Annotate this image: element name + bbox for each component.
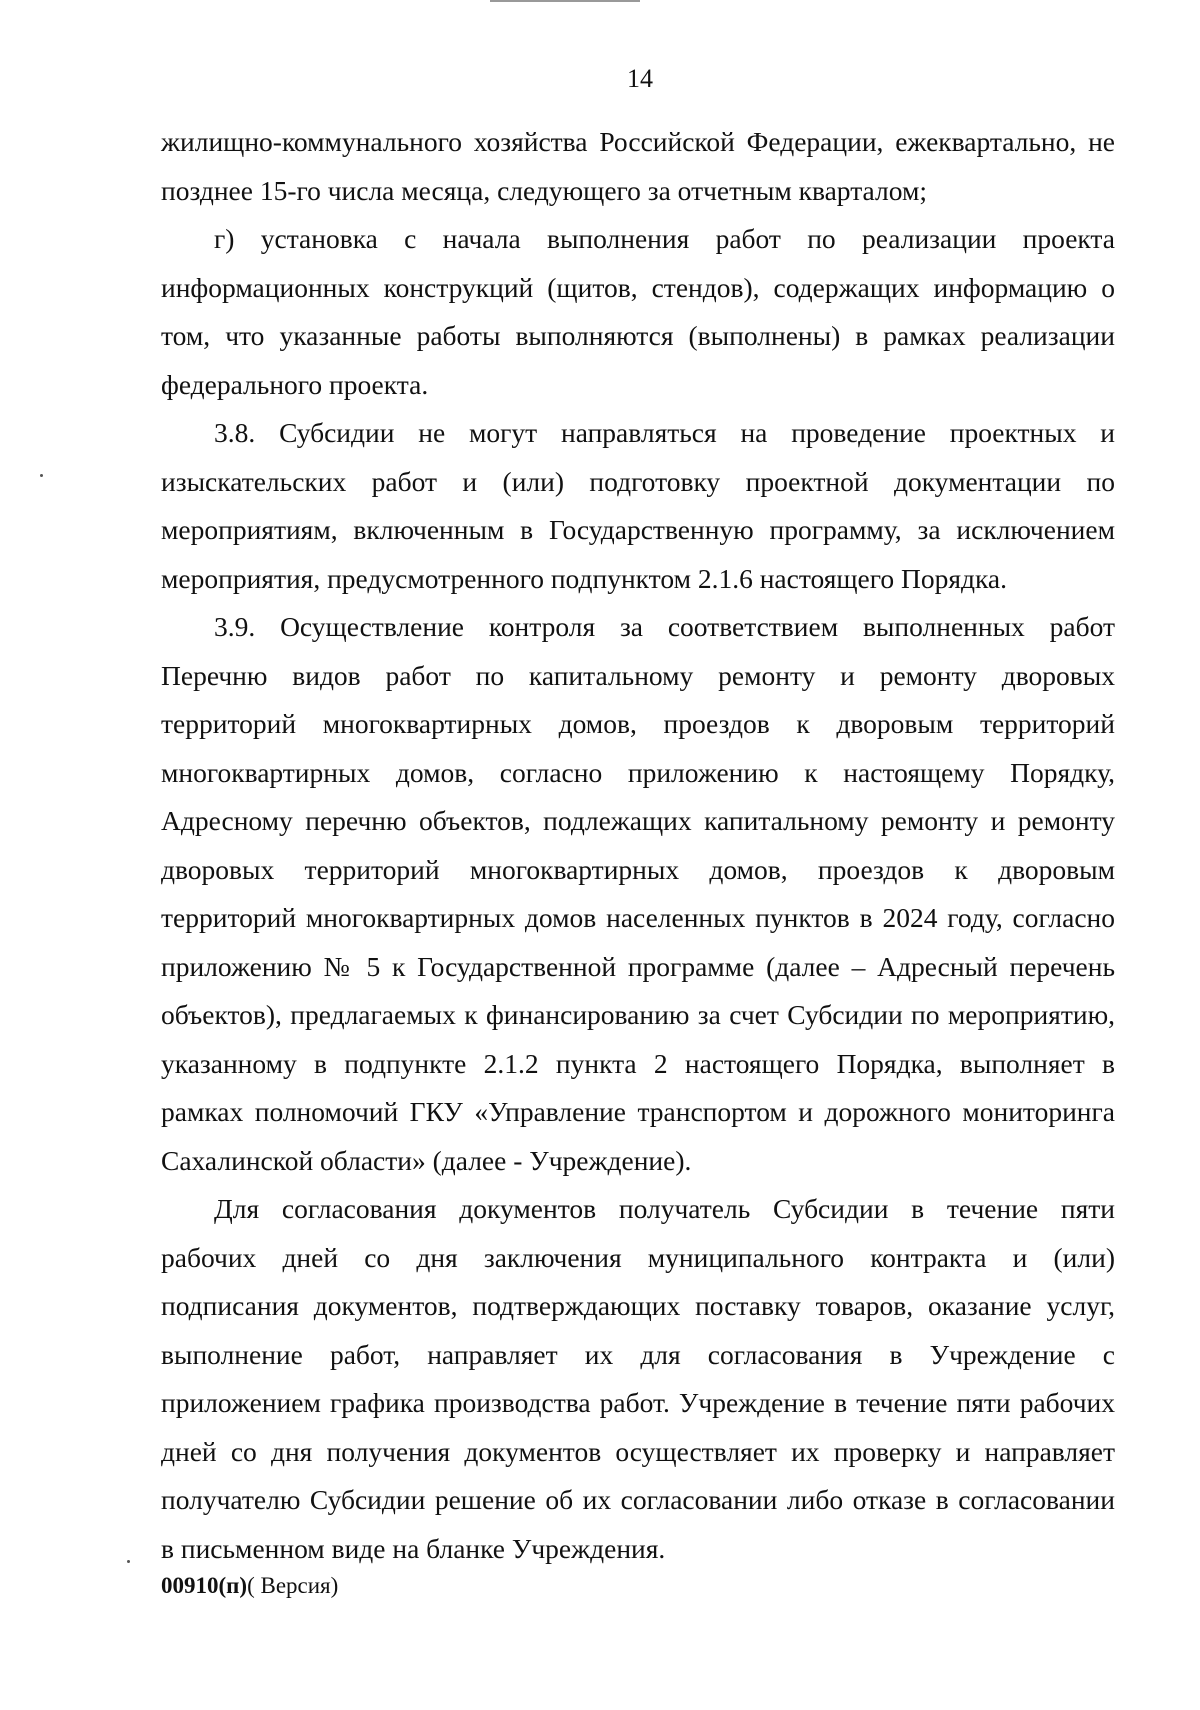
- scan-speck: [40, 474, 43, 477]
- text-line: подписания документов, подтверждающих поставку товаров, оказание услуг,: [161, 1290, 1115, 1321]
- text-line: территорий многоквартирных домов, проездов к дворовым территорий: [161, 708, 1115, 739]
- text-line: территорий многоквартирных домов населенных пунктов в 2024 году, согласно: [161, 902, 1115, 933]
- paragraph: [161, 409, 1115, 603]
- text-line: приложением графика производства работ. Учреждение в течение пяти рабочих: [161, 1387, 1115, 1418]
- text-line: г) установка с начала выполнения работ по реализации проекта: [214, 223, 1115, 254]
- paragraph: [161, 603, 1115, 1185]
- paragraph: [161, 118, 1115, 215]
- text-line: Сахалинской области» (далее - Учреждение).: [161, 1144, 692, 1176]
- paragraph: [161, 215, 1115, 409]
- document-footer: [161, 1573, 338, 1599]
- text-line: информационных конструкций (щитов, стендов), содержащих информацию о: [161, 271, 1115, 303]
- document-body: [161, 118, 1115, 1573]
- text-line: рамках полномочий ГКУ «Управление транспортом и дорожного мониторинга: [161, 1096, 1115, 1127]
- text-line: получателю Субсидии решение об их согласовании либо отказе в согласовании: [161, 1484, 1115, 1515]
- text-line: Перечню видов работ по капитальному ремонту и ремонту дворовых: [161, 659, 1115, 691]
- scan-speck: [127, 1560, 130, 1563]
- text-line: федерального проекта.: [161, 368, 429, 400]
- footer-document-code: 00910(п): [161, 1573, 248, 1598]
- text-line: позднее 15-го числа месяца, следующего за отчетным кварталом;: [161, 174, 927, 206]
- text-line: приложению № 5 к Государственной программе (далее – Адресный перечень: [161, 950, 1115, 982]
- text-line: том, что указанные работы выполняются (выполнены) в рамках реализации: [161, 320, 1115, 351]
- text-line: многоквартирных домов, согласно приложению к настоящему Порядку,: [161, 756, 1115, 788]
- text-line: жилищно-коммунального хозяйства Российской Федерации, ежеквартально, не: [161, 126, 1115, 157]
- text-line: мероприятия, предусмотренного подпунктом 2.1.6 настоящего Порядка.: [161, 562, 1008, 594]
- text-line: Адресному перечню объектов, подлежащих капитальному ремонту и ремонту: [161, 805, 1115, 836]
- text-line: мероприятиям, включенным в Государственную программу, за исключением: [161, 514, 1115, 545]
- text-line: 3.8. Субсидии не могут направляться на проведение проектных и: [214, 417, 1115, 448]
- text-line: в письменном виде на бланке Учреждения.: [161, 1532, 666, 1564]
- text-line: указанному в подпункте 2.1.2 пункта 2 настоящего Порядка, выполняет в: [161, 1047, 1115, 1079]
- text-line: выполнение работ, направляет их для согласования в Учреждение с: [161, 1338, 1115, 1370]
- text-line: дворовых территорий многоквартирных домов, проездов к дворовым: [161, 853, 1115, 885]
- paragraph: [161, 1185, 1115, 1573]
- text-line: Для согласования документов получатель Субсидии в течение пяти: [214, 1193, 1115, 1224]
- scan-edge-mark: [490, 0, 640, 2]
- text-line: объектов), предлагаемых к финансированию за счет Субсидии по мероприятию,: [161, 999, 1115, 1030]
- page-number: 14: [627, 64, 653, 93]
- text-line: рабочих дней со дня заключения муниципального контракта и (или): [161, 1241, 1115, 1273]
- text-line: изыскательских работ и (или) подготовку проектной документации по: [161, 465, 1115, 497]
- text-line: дней со дня получения документов осуществляет их проверку и направляет: [161, 1435, 1115, 1467]
- text-line: 3.9. Осуществление контроля за соответствием выполненных работ: [214, 611, 1115, 642]
- footer-version: ( Версия): [247, 1573, 339, 1598]
